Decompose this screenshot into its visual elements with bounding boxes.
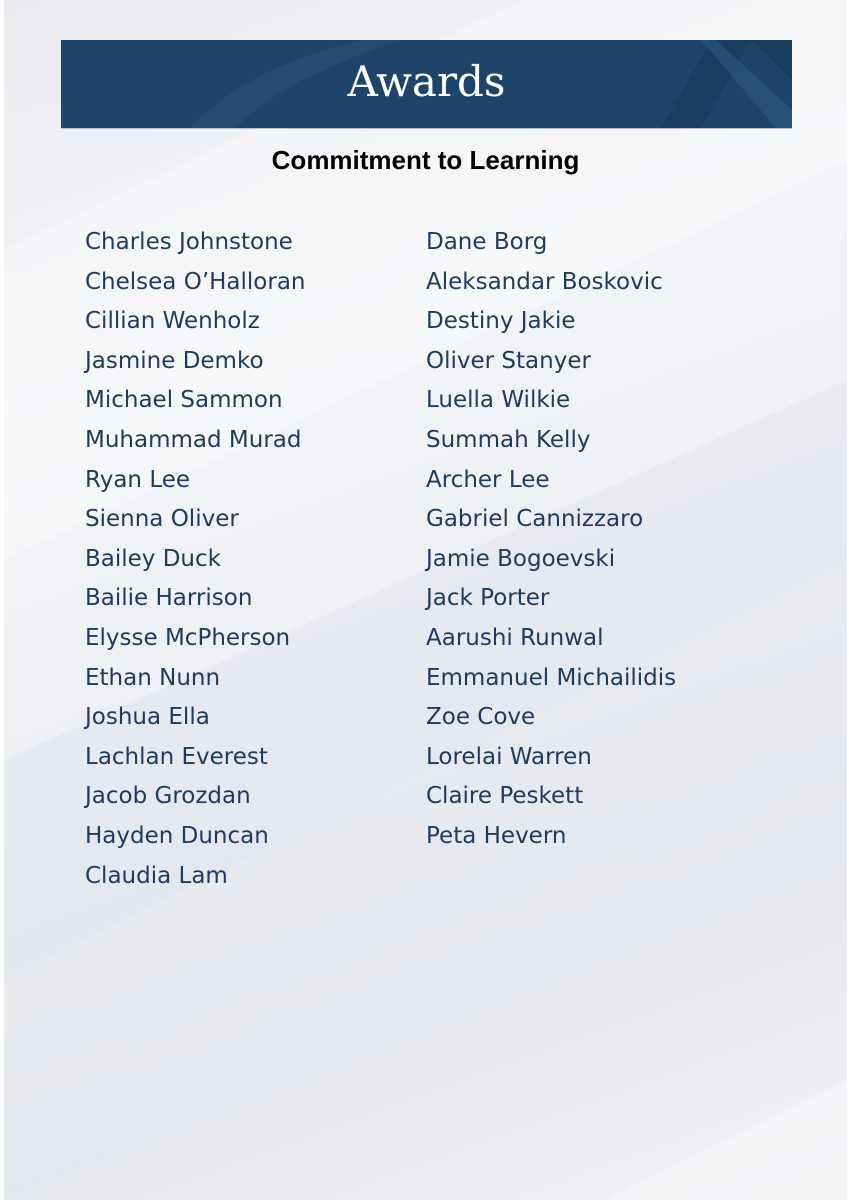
section-title: Commitment to Learning <box>271 145 580 175</box>
list-item: Muhammad Murad <box>85 426 302 453</box>
names-list-right <box>426 223 676 857</box>
list-item: Zoe Cove <box>426 704 536 731</box>
list-item: Elysse McPherson <box>85 624 291 651</box>
list-item: Michael Sammon <box>85 387 283 414</box>
list-item: Emmanuel Michailidis <box>426 664 677 691</box>
list-item: Jacob Grozdan <box>85 783 251 810</box>
list-item: Jasmine Demko <box>85 347 264 374</box>
award-page <box>4 0 847 1200</box>
page-title: Awards <box>347 57 506 106</box>
list-item: Sienna Oliver <box>85 506 239 533</box>
list-item: Ryan Lee <box>85 466 191 493</box>
list-item: Peta Hevern <box>426 822 567 849</box>
list-item: Dane Borg <box>426 229 548 255</box>
list-item: Oliver Stanyer <box>426 347 591 374</box>
list-item: Claudia Lam <box>85 862 228 889</box>
list-item: Chelsea O’Halloran <box>85 268 306 295</box>
list-item: Hayden Duncan <box>85 822 269 849</box>
list-item: Bailey Duck <box>85 545 221 572</box>
list-item: Claire Peskett <box>426 783 584 810</box>
list-item: Destiny Jakie <box>426 308 576 335</box>
list-item: Aarushi Runwal <box>426 624 604 651</box>
names-list-left <box>85 223 306 896</box>
list-item: Lorelai Warren <box>426 743 592 770</box>
list-item: Gabriel Cannizzaro <box>426 506 644 533</box>
list-item: Joshua Ella <box>85 704 210 731</box>
list-item: Jamie Bogoevski <box>426 545 616 572</box>
list-item: Lachlan Everest <box>85 743 268 770</box>
list-item: Ethan Nunn <box>85 664 221 691</box>
list-item: Jack Porter <box>426 585 550 612</box>
list-item: Aleksandar Boskovic <box>426 268 663 295</box>
list-item: Archer Lee <box>426 466 550 493</box>
list-item: Bailie Harrison <box>85 585 253 612</box>
awards-banner <box>61 40 792 128</box>
list-item: Luella Wilkie <box>426 387 571 414</box>
list-item: Summah Kelly <box>426 426 591 453</box>
list-item: Charles Johnstone <box>85 229 293 255</box>
list-item: Cillian Wenholz <box>85 308 260 335</box>
